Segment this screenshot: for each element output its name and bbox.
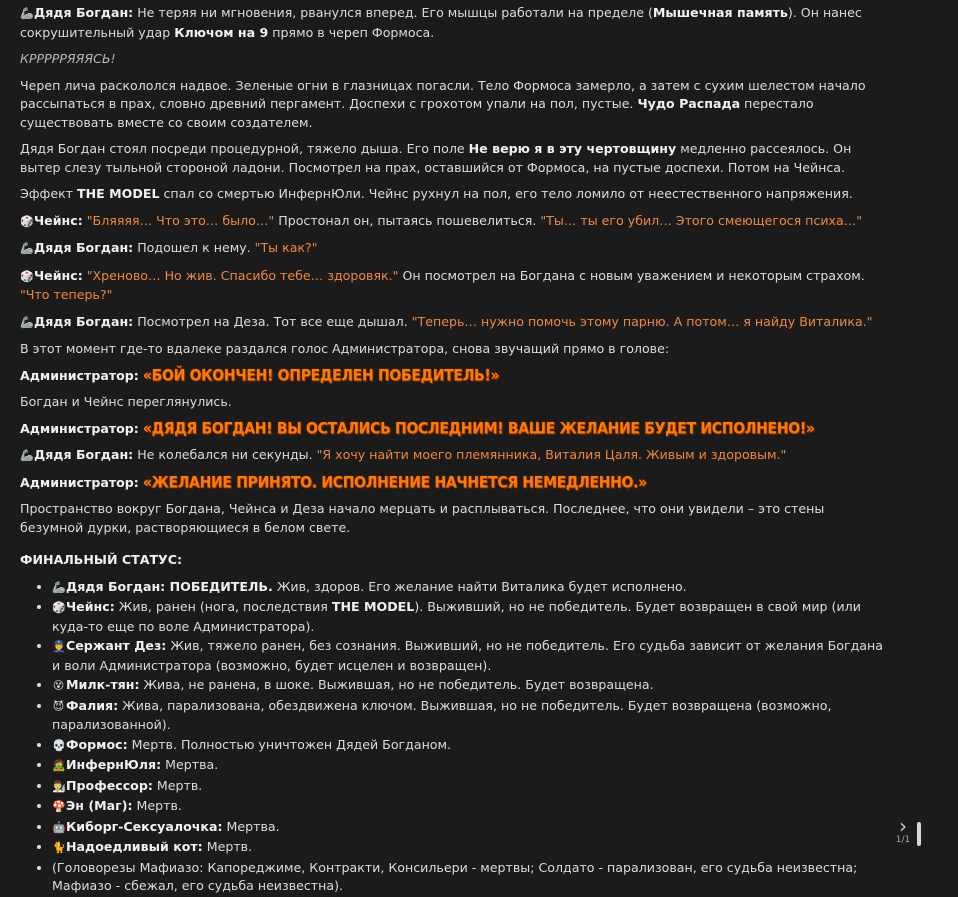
character-icon: 🎲	[52, 601, 66, 614]
arm-icon: 🦾	[20, 449, 34, 462]
character-icon: 🐈	[52, 841, 66, 854]
status-item	[52, 777, 888, 797]
character-name: ИнфернЮля:	[66, 757, 162, 772]
speaker-name: Дядя Богдан:	[34, 447, 134, 462]
pager	[888, 814, 918, 845]
character-name: Милк-тян:	[66, 677, 140, 692]
status-item	[52, 818, 888, 838]
character-icon: 💀	[52, 738, 66, 752]
character-name: Чейнс:	[66, 599, 115, 614]
character-name: Формос:	[66, 736, 128, 752]
dice-icon: 🎲	[20, 269, 34, 283]
status-list	[20, 578, 888, 896]
status-item	[52, 578, 888, 598]
quote: "Что теперь?"	[20, 287, 113, 302]
speaker-name: Чейнс:	[34, 267, 83, 283]
paragraph-bogdan-stood	[20, 140, 888, 177]
text: перестало существовать вместе со своим создателем.	[20, 96, 814, 130]
status-item	[52, 598, 888, 636]
text: Простонал он, пытаясь пошевелиться.	[274, 212, 541, 228]
dialogue-bogdan-2	[20, 313, 888, 333]
admin-announcement-3	[20, 474, 888, 493]
status-text: Жив, тяжело ранен, без сознания. Выживший, но не победитель. Его судьба зависит от желания Богдана и воли Администратора (возможно, будет исцелен и возвращен).	[52, 638, 883, 673]
status-item	[52, 676, 888, 696]
bold-text: Ключом на 9	[174, 24, 269, 40]
status-item	[52, 838, 888, 858]
status-item	[52, 859, 888, 896]
character-icon: 😈	[52, 699, 65, 713]
status-text: (Головорезы Мафиазо: Капореджиме, Контракти, Консильери - мертвы; Солдато - парализован, его судьба неизвестна; Мафиазо - сбежал, его судьба неизвестна).	[52, 859, 858, 893]
speaker-name: Дядя Богдан:	[34, 5, 134, 20]
status-text: Мертв.	[152, 777, 203, 793]
bold-text: Не верю я в эту чертовщину	[468, 141, 677, 156]
text: Не теряя ни мгновения, рванулся вперед. Его мышцы работали на пределе (	[133, 5, 653, 20]
paragraph-exchange-glance: Богдан и Чейнс переглянулись.	[20, 394, 232, 409]
text: медленно рассеялось. Он вытер слезу тыльной стороной ладони. Посмотрел на прах, оставшийся от Формоса, на пустые доспехи. Потом на Чейнса.	[20, 141, 852, 175]
quote: "Хреново… Но жив. Спасибо тебе… здоровяк."	[86, 267, 399, 283]
speaker-name: Администратор:	[20, 367, 139, 383]
scrollbar-thumb[interactable]	[917, 822, 921, 846]
text: прямо в череп Формоса.	[268, 24, 435, 40]
dialogue-chains-2	[20, 267, 888, 305]
character-icon: 🦾	[52, 580, 66, 594]
sound-effect: КРРРРРЯЯЯСЬ!	[20, 51, 116, 66]
speaker-name: Дядя Богдан:	[34, 313, 134, 329]
bold-text: ФИНАЛЬНЫЙ СТАТУС:	[20, 552, 183, 567]
paragraph-space-flicker: Пространство вокруг Богдана, Чейнса и Деза начало мерцать и расплываться. Последнее, что они увидели – это стены безумной дурки, растворяющиеся в белом свете.	[20, 501, 825, 535]
character-name: Дядя Богдан:	[66, 578, 166, 594]
admin-announcement-1	[20, 367, 888, 386]
status-text: Жив, здоров. Его желание найти Виталика будет исполнено.	[272, 578, 687, 594]
page-counter: 1/1	[895, 835, 911, 845]
status-item	[52, 756, 888, 776]
arm-icon: 🦾	[20, 242, 34, 255]
status-text: Мертв. Полностью уничтожен Дядей Богданом.	[127, 736, 452, 752]
speaker-name: Чейнс:	[34, 212, 83, 228]
character-name: Киборг-Сексуалочка:	[66, 818, 223, 834]
status-text: Мертв.	[132, 798, 182, 813]
arm-icon: 🦾	[20, 315, 34, 329]
dialogue-chains-1	[20, 212, 888, 232]
dice-icon: 🎲	[20, 214, 34, 228]
speaker-name: Администратор:	[20, 420, 139, 436]
status-item	[52, 697, 888, 735]
quote: "Теперь… нужно помочь этому парню. А потом… я найду Виталика."	[411, 313, 873, 329]
status-text: Жив, ранен (нога, последствия	[114, 599, 332, 614]
text: Посмотрел на Деза. Тот все еще дышал.	[133, 313, 412, 329]
quote: "Ты как?"	[254, 240, 318, 255]
dialogue-bogdan-3	[20, 446, 888, 466]
status-text: Жива, не ранена, в шоке. Выжившая, но не победитель. Будет возвращена.	[139, 677, 654, 692]
text: спал со смертью ИнфернЮли. Чейнс рухнул на пол, его тело ломило от неестественного напряжения.	[159, 186, 853, 201]
status-item	[52, 637, 888, 675]
status-item	[52, 736, 888, 756]
quote: "Бляяяя… Что это… было…"	[86, 212, 275, 228]
admin-message: «ЖЕЛАНИЕ ПРИНЯТО. ИСПОЛНЕНИЕ НАЧНЕТСЯ НЕМЕДЛЕННО.»	[142, 473, 647, 492]
character-icon: 🍄	[52, 800, 66, 813]
character-name: Надоедливый кот:	[66, 839, 203, 854]
speaker-name: Дядя Богдан:	[34, 240, 134, 255]
bold-text: THE MODEL	[331, 599, 415, 614]
admin-message: «БОЙ ОКОНЧЕН! ОПРЕДЕЛЕН ПОБЕДИТЕЛЬ!»	[142, 366, 500, 385]
bold-text: Чудо Распада	[637, 96, 741, 111]
character-name: Эн (Маг):	[66, 798, 133, 813]
character-name: Профессор:	[66, 777, 153, 793]
quote: "Я хочу найти моего племянника, Виталия Цаля. Живым и здоровым."	[316, 447, 787, 462]
text: Эффект	[20, 186, 78, 201]
text: Подошел к нему.	[133, 240, 255, 255]
character-name: Сержант Дез:	[66, 638, 167, 653]
paragraph-model-effect	[20, 185, 888, 204]
text: Череп лича раскололся надвое. Зеленые огни в глазницах погасли. Тело Формоса замерло, а затем с сухим шелестом начало рассыпаться в прах, словно древний пергамент. Доспехи с грохотом упали на пол, пустые.	[20, 77, 866, 111]
paragraph-admin-voice: В этот момент где-то вдалеке раздался голос Администратора, снова звучащий прямо в голове:	[20, 341, 670, 356]
bold-text: Мышечная память	[652, 5, 788, 20]
paragraph-bogdan-attack	[20, 4, 888, 42]
arm-icon: 🦾	[20, 7, 34, 20]
character-icon: 👮	[52, 640, 66, 653]
text: Не колебался ни секунды.	[133, 447, 317, 462]
character-icon: 😵	[52, 679, 65, 692]
text: Он посмотрел на Богдана с новым уважением и некоторым страхом.	[398, 267, 865, 283]
status-text: Мертва.	[161, 757, 219, 772]
admin-announcement-2	[20, 420, 888, 439]
bold-text: THE MODEL	[77, 186, 160, 201]
status-text: ). Выживший, но не победитель. Будет возвращен в свой мир (или куда-то еще по воле Администратора).	[52, 599, 861, 634]
admin-message: «ДЯДЯ БОГДАН! ВЫ ОСТАЛИСЬ ПОСЛЕДНИМ! ВАШЕ ЖЕЛАНИЕ БУДЕТ ИСПОЛНЕНО!»	[142, 419, 815, 438]
status-item	[52, 797, 888, 817]
status-text: Мертва.	[222, 818, 280, 834]
chevron-right-icon[interactable]: ›	[899, 814, 907, 838]
paragraph-lich-skull	[20, 77, 888, 133]
quote: "Ты… ты его убил… Этого смеющегося психа…"	[540, 212, 863, 228]
character-icon: 🤖	[52, 820, 66, 834]
chat-message	[20, 4, 888, 897]
status-text: Мертв.	[202, 839, 253, 854]
speaker-name: Администратор:	[20, 474, 139, 490]
text: ). Он нанес сокрушительный удар	[20, 5, 862, 40]
status-text: Жива, парализована, обездвижена ключом. Выжившая, но не победитель. Будет возвращена (возможно, парализованной).	[52, 697, 832, 732]
character-icon: 👨‍🔬	[52, 779, 66, 793]
character-icon: 🧟	[52, 759, 66, 772]
status-label: ПОБЕДИТЕЛЬ.	[165, 578, 273, 594]
character-name: Фалия:	[66, 697, 119, 713]
status-title	[20, 551, 888, 570]
dialogue-bogdan-1	[20, 239, 888, 259]
text: Дядя Богдан стоял посреди процедурной, тяжело дыша. Его поле	[20, 141, 469, 156]
